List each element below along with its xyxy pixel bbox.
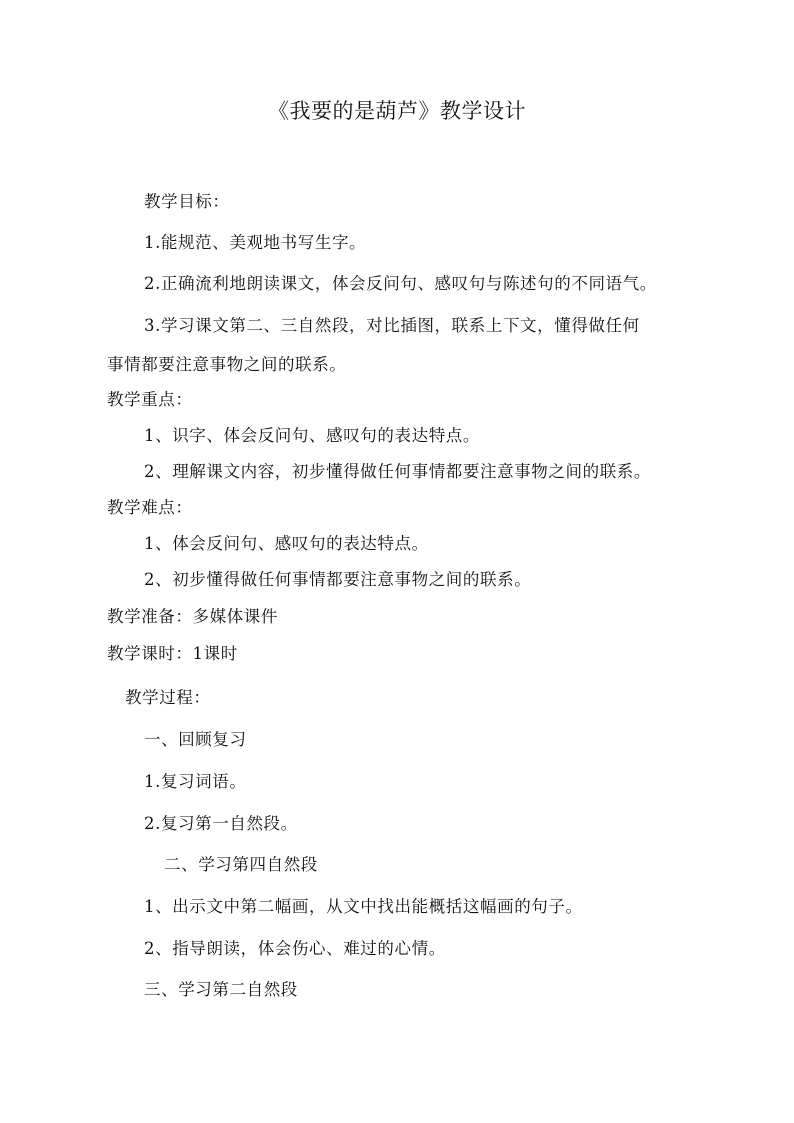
section-heading-difficulties: 教学难点： — [107, 498, 193, 517]
objective-1: 1.能规范、美观地书写生字。 — [144, 233, 367, 252]
difficulty-2: 2、初步懂得做任何事情都要注意事物之间的联系。 — [144, 570, 532, 589]
objective-2: 2.正确流利地朗读课文，体会反问句、感叹句与陈述句的不同语气。 — [144, 274, 657, 293]
objective-3-continued: 事情都要注意事物之间的联系。 — [107, 355, 347, 374]
process-step-3-heading: 三、学习第二自然段 — [144, 980, 298, 999]
process-step-2-heading: 二、学习第四自然段 — [164, 855, 318, 874]
section-heading-objectives: 教学目标： — [144, 192, 230, 211]
process-step-1-item-2: 2.复习第一自然段。 — [144, 814, 298, 833]
key-point-2: 2、理解课文内容，初步懂得做任何事情都要注意事物之间的联系。 — [144, 462, 651, 481]
preparation-line: 教学准备：多媒体课件 — [107, 607, 278, 626]
class-hours-line: 教学课时：1课时 — [107, 644, 238, 663]
section-heading-key-points: 教学重点： — [107, 390, 193, 409]
process-step-1-heading: 一、回顾复习 — [144, 730, 247, 749]
key-point-1: 1、识字、体会反问句、感叹句的表达特点。 — [144, 426, 480, 445]
process-step-2-item-1: 1、出示文中第二幅画，从文中找出能概括这幅画的句子。 — [144, 897, 583, 916]
process-step-1-item-1: 1.复习词语。 — [144, 772, 247, 791]
difficulty-1: 1、体会反问句、感叹句的表达特点。 — [144, 534, 429, 553]
document-title: 《我要的是葫芦》教学设计 — [268, 99, 526, 123]
objective-3: 3.学习课文第二、三自然段，对比插图，联系上下文，懂得做任何 — [144, 316, 640, 335]
section-heading-process: 教学过程： — [125, 688, 211, 707]
process-step-2-item-2: 2、指导朗读，体会伤心、难过的心情。 — [144, 939, 446, 958]
